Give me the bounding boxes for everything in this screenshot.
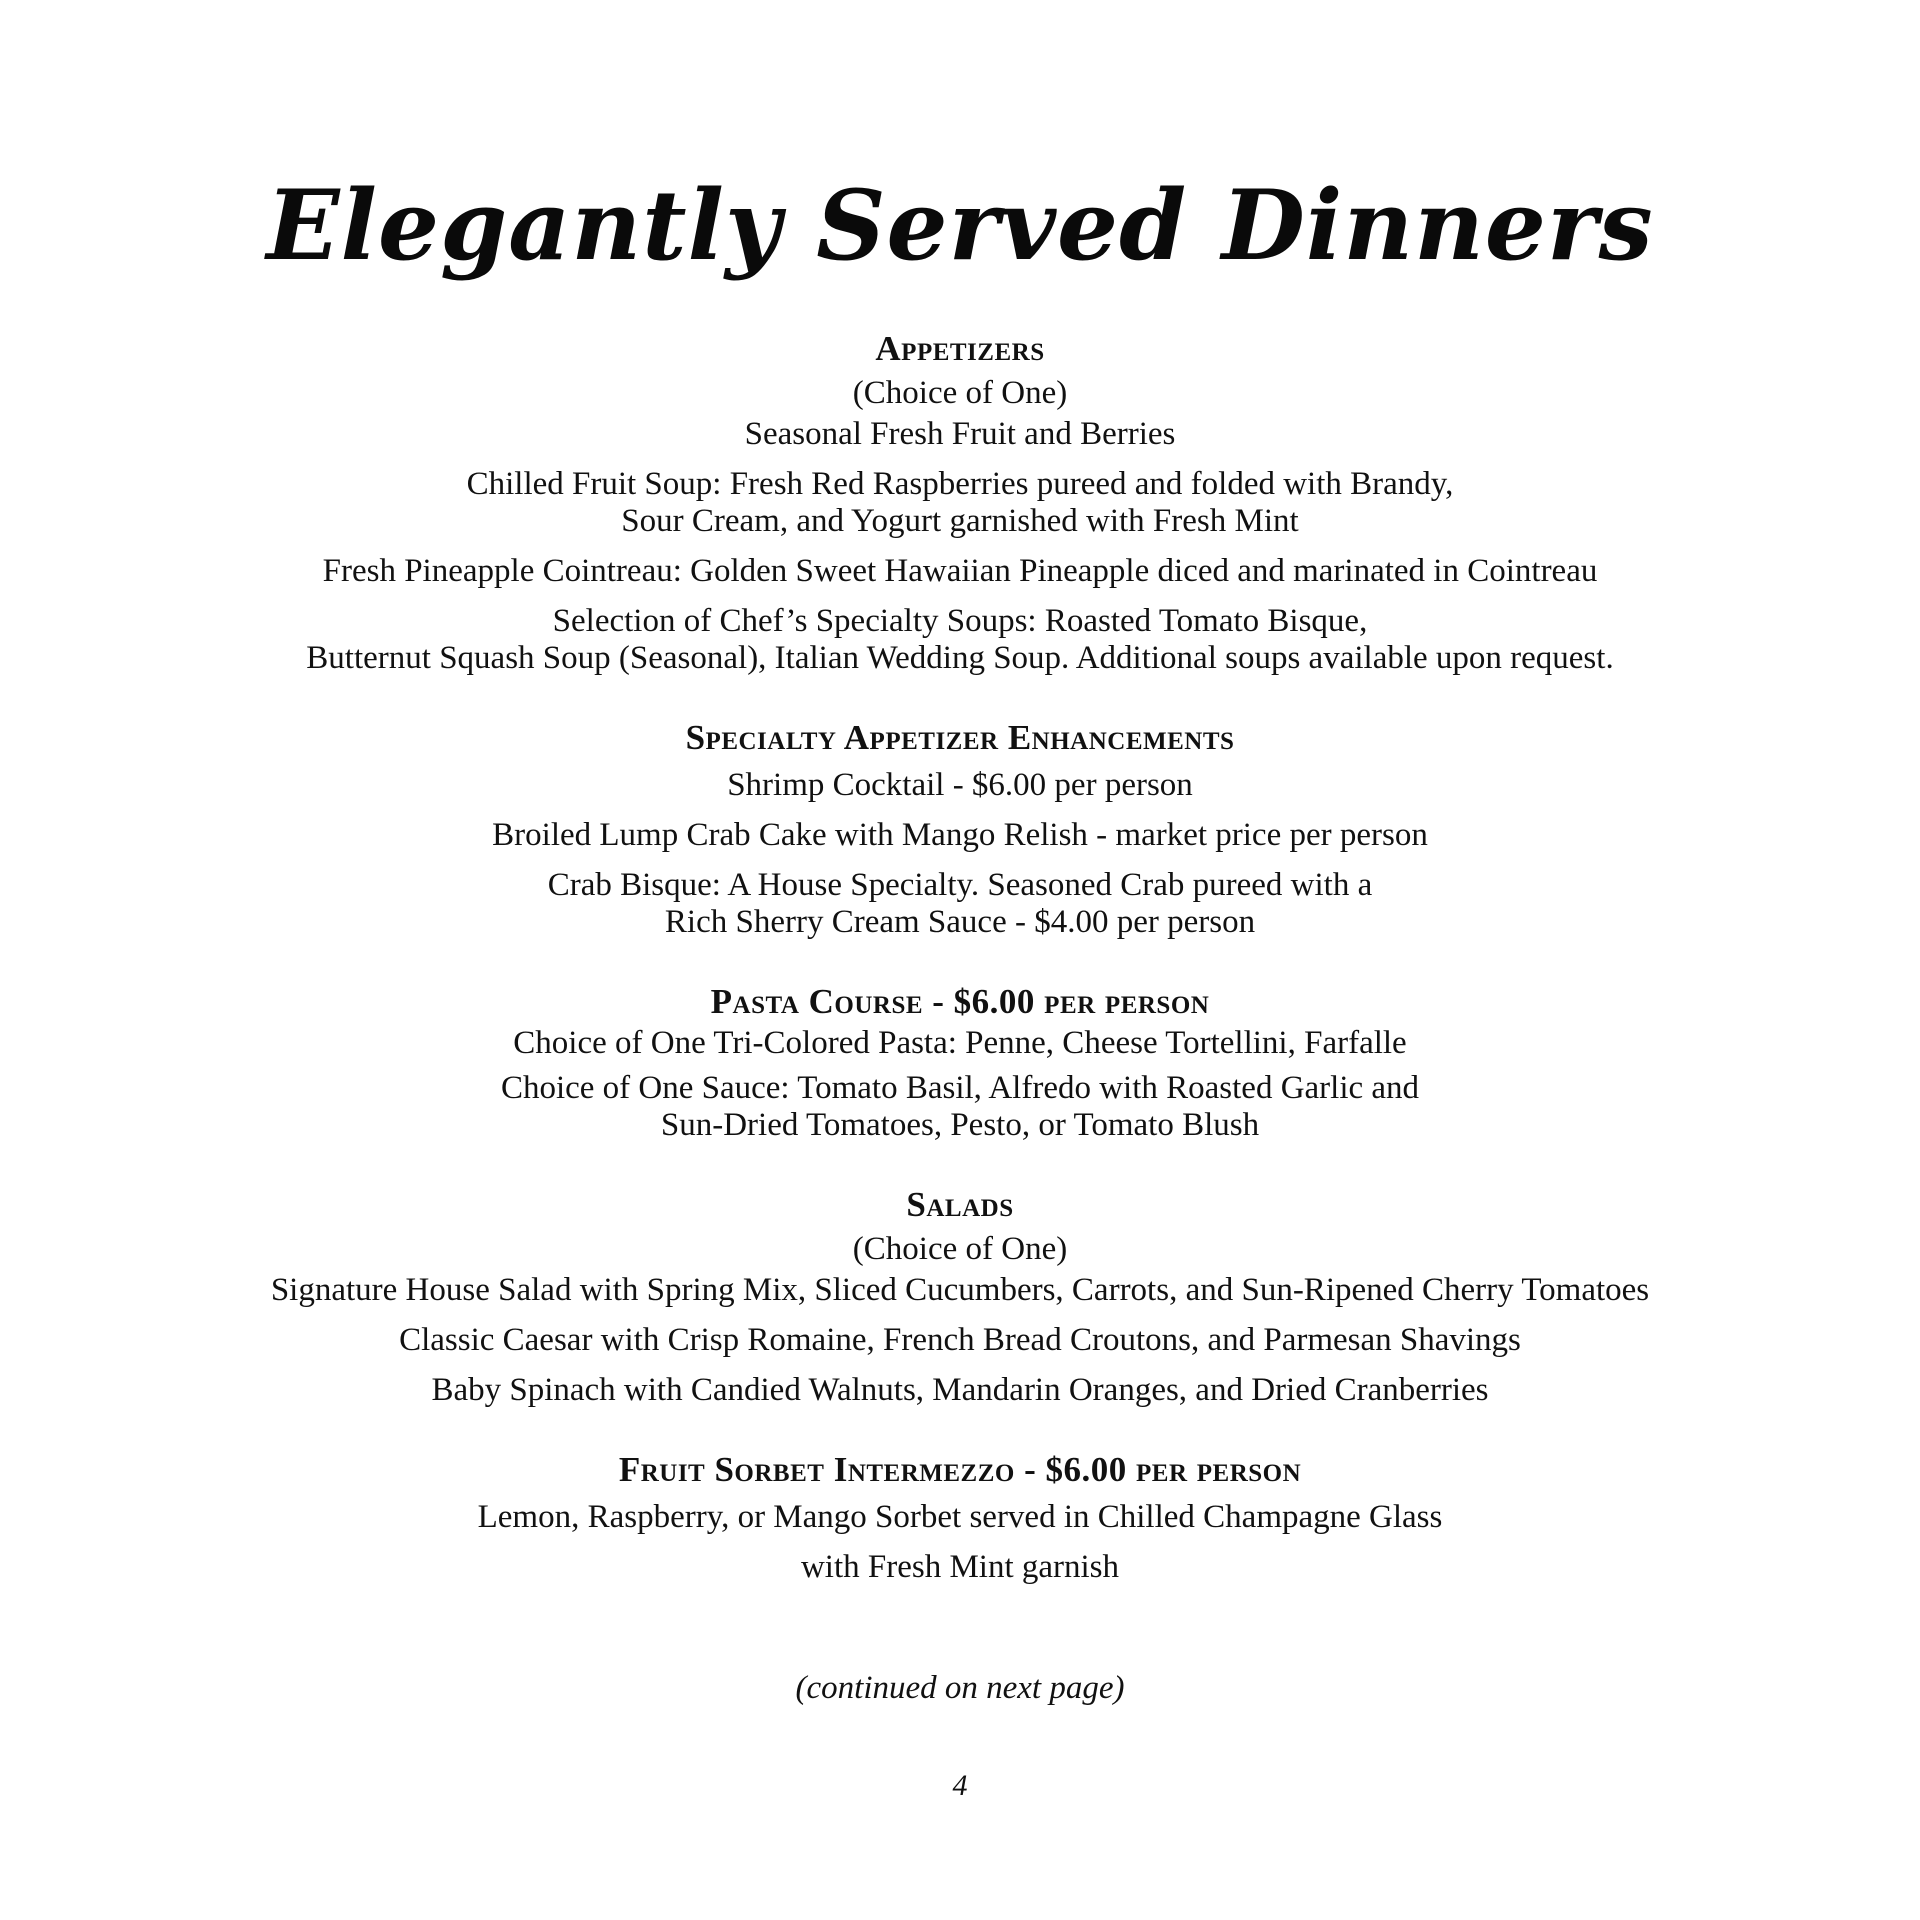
menu-item-line: with Fresh Mint garnish [800, 1549, 1120, 1585]
section-heading: Salads [906, 1185, 1014, 1224]
section-pasta [0, 979, 1920, 1144]
page-title: Elegantly Served Dinners [266, 169, 1654, 282]
page-number: 4 [952, 1769, 968, 1802]
section-subheading: (Choice of One) [852, 1231, 1068, 1267]
menu-item-line: Seasonal Fresh Fruit and Berries [744, 416, 1176, 452]
menu-item [0, 804, 1920, 854]
menu-item-line: Butternut Squash Soup (Seasonal), Italian Wedding Soup. Additional soups available upon request. [306, 640, 1614, 676]
section-heading: Fruit Sorbet Intermezzo - $6.00 per person [618, 1450, 1302, 1489]
section-heading: Pasta Course - $6.00 per person [710, 982, 1210, 1021]
menu-item-line: Classic Caesar with Crisp Romaine, French Bread Croutons, and Parmesan Shavings [399, 1322, 1521, 1358]
menu-item-line: Sun-Dried Tomatoes, Pesto, or Tomato Blush [660, 1107, 1260, 1143]
menu-item [0, 1062, 1920, 1144]
menu-item [0, 1025, 1920, 1062]
menu-item [0, 761, 1920, 804]
menu-item [0, 1359, 1920, 1409]
menu-item-line: Choice of One Tri-Colored Pasta: Penne, Cheese Tortellini, Farfalle [513, 1025, 1407, 1061]
section-subheading: (Choice of One) [852, 375, 1068, 411]
menu-item [0, 854, 1920, 941]
menu-item [0, 590, 1920, 677]
menu-item [0, 1493, 1920, 1536]
continued-note: (continued on next page) [795, 1670, 1125, 1706]
section-sorbet [0, 1447, 1920, 1586]
section-enhancements [0, 715, 1920, 941]
menu-item-line: Sour Cream, and Yogurt garnished with Fresh Mint [621, 503, 1299, 539]
menu-item-line: Signature House Salad with Spring Mix, Sliced Cucumbers, Carrots, and Sun-Ripened Cherry Tomatoes [270, 1272, 1650, 1308]
menu-item-line: Selection of Chef’s Specialty Soups: Roasted Tomato Bisque, [552, 603, 1368, 639]
menu-item-line: Rich Sherry Cream Sauce - $4.00 per person [664, 904, 1256, 940]
menu-item [0, 453, 1920, 540]
menu-item [0, 1309, 1920, 1359]
menu-body [0, 326, 1920, 1586]
menu-item-line: Lemon, Raspberry, or Mango Sorbet served in Chilled Champagne Glass [477, 1499, 1443, 1535]
menu-item-line: Crab Bisque: A House Specialty. Seasoned Crab pureed with a [547, 867, 1373, 903]
menu-item [0, 1536, 1920, 1586]
menu-item-line: Fresh Pineapple Cointreau: Golden Sweet Hawaiian Pineapple diced and marinated in Cointreau [322, 553, 1598, 589]
menu-item-line: Broiled Lump Crab Cake with Mango Relish - market price per person [492, 817, 1428, 853]
menu-item-line: Baby Spinach with Candied Walnuts, Mandarin Oranges, and Dried Cranberries [431, 1372, 1489, 1408]
menu-item [0, 416, 1920, 453]
section-heading: Appetizers [875, 329, 1045, 368]
section-salads [0, 1182, 1920, 1409]
menu-item-line: Shrimp Cocktail - $6.00 per person [727, 767, 1193, 803]
menu-item-line: Chilled Fruit Soup: Fresh Red Raspberries pureed and folded with Brandy, [466, 466, 1454, 502]
menu-item [0, 540, 1920, 590]
section-heading: Specialty Appetizer Enhancements [685, 718, 1235, 757]
menu-item-line: Choice of One Sauce: Tomato Basil, Alfredo with Roasted Garlic and [500, 1070, 1420, 1106]
section-appetizers [0, 326, 1920, 677]
menu-item [0, 1272, 1920, 1309]
